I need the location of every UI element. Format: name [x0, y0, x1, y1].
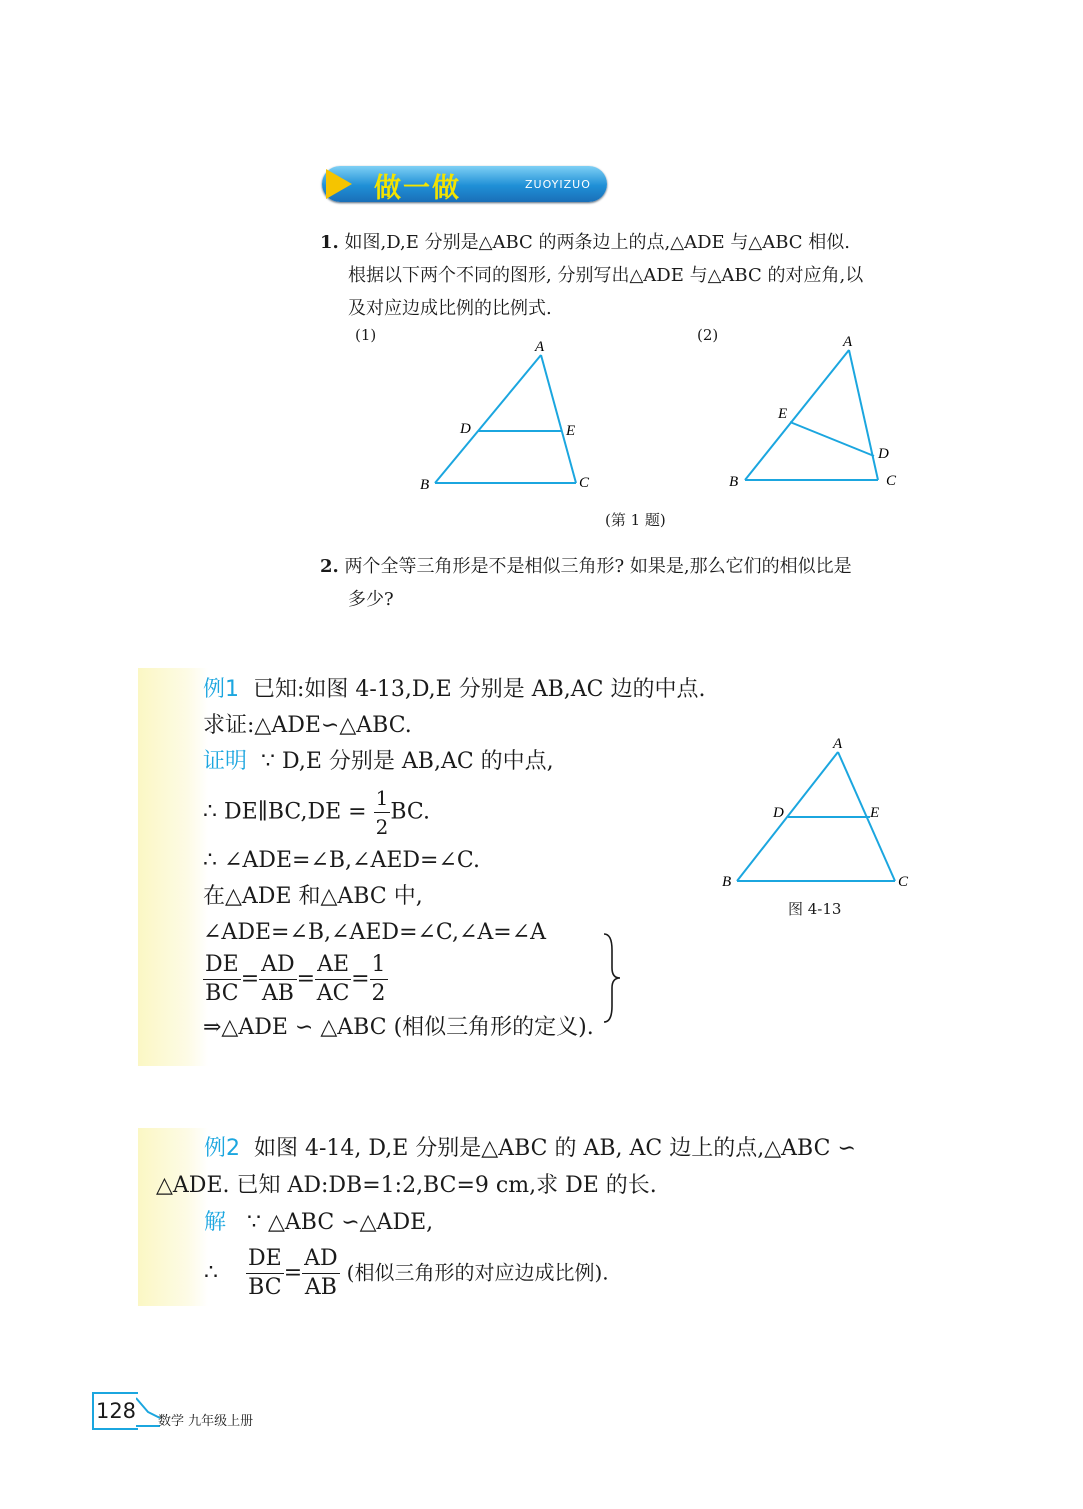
numerator: AD: [259, 951, 297, 980]
right-brace: [596, 930, 626, 1026]
label-d: D: [878, 446, 889, 462]
label-a: A: [535, 339, 545, 355]
label-e: E: [566, 423, 576, 439]
side-ab: [435, 355, 541, 483]
denominator: 2: [371, 981, 386, 1006]
ex2-reason: (相似三角形的对应边成比例).: [346, 1260, 609, 1285]
equals-sign: =: [351, 966, 370, 992]
therefore-symbol: ∴: [204, 1260, 218, 1286]
denominator: AB: [261, 981, 294, 1006]
figure-4-13-caption: 图 4-13: [788, 900, 842, 918]
banner-title: 做一做: [374, 173, 461, 204]
numerator: AD: [302, 1245, 340, 1274]
q1-line2: 根据以下两个不同的图形, 分别写出△ADE 与△ABC 的对应角,以: [348, 265, 864, 286]
numerator: 1: [370, 951, 388, 980]
label-b: B: [420, 477, 430, 493]
example-1-band: [138, 668, 208, 1066]
question-1: [320, 226, 863, 325]
ex1-line3: ∴ ∠ADE=∠B,∠AED=∠C.: [203, 848, 480, 873]
denominator: AB: [304, 1275, 337, 1300]
fraction-de-bc: [246, 1245, 284, 1302]
side-ac: [849, 350, 878, 480]
example-tag: 例1: [203, 677, 239, 702]
book-title: 数学 九年级上册: [158, 1414, 254, 1429]
numerator: DE: [246, 1245, 284, 1274]
denominator: AC: [316, 981, 350, 1006]
numerator: AE: [315, 951, 351, 980]
fraction-ad-ab: [302, 1245, 340, 1302]
label-c: C: [886, 473, 897, 489]
segment-ed: [790, 422, 874, 456]
figure-2-label: (2): [697, 326, 719, 344]
equals-sign: =: [283, 1260, 303, 1286]
ex1-line1: ∵ D,E 分别是 AB,AC 的中点,: [261, 749, 554, 774]
section-banner: [322, 166, 607, 202]
example-1: [203, 672, 705, 1046]
ex2-line1: 如图 4-14, D,E 分别是△ABC 的 AB, AC 边上的点,△ABC ∽: [254, 1136, 856, 1161]
ex2-line2: △ADE. 已知 AD:DB=1:2,BC=9 cm,求 DE 的长.: [156, 1173, 657, 1198]
play-arrow-icon: [326, 169, 352, 199]
label-e: E: [870, 805, 880, 821]
fraction-de-bc: [203, 951, 241, 1008]
example-tag: 例2: [204, 1136, 240, 1161]
fraction-ad-ab: [259, 951, 297, 1008]
q1-line3: 及对应边成比例的比例式.: [348, 298, 552, 319]
ex1-given: 已知:如图 4-13,D,E 分别是 AB,AC 边的中点.: [253, 677, 706, 702]
label-d: D: [773, 805, 784, 821]
question-number: 2.: [320, 556, 339, 577]
fraction-half: [370, 951, 388, 1008]
ex2-line3: ∵ △ABC ∽△ADE,: [247, 1210, 434, 1235]
proof-tag: 证明: [203, 749, 248, 774]
banner-subtitle: ZUOYIZUO: [525, 178, 591, 191]
ex1-line5: ∠ADE=∠B,∠AED=∠C,∠A=∠A: [203, 920, 547, 945]
label-a: A: [843, 334, 853, 350]
triangle-figure-1: [410, 335, 610, 500]
ex1-prove: 求证:△ADE∽△ABC.: [203, 713, 412, 738]
label-a: A: [833, 736, 843, 752]
fraction-half: [374, 784, 391, 841]
ex1-line2-left: ∴ DE∥BC,DE =: [203, 799, 367, 825]
denominator: BC: [205, 981, 239, 1006]
question-number: 1.: [320, 232, 339, 253]
denominator: 2: [375, 815, 389, 839]
label-e: E: [778, 406, 788, 422]
triangle-figure-2: [720, 330, 920, 495]
equals-sign: =: [240, 966, 260, 992]
denominator: BC: [248, 1275, 282, 1300]
question-2: [320, 550, 852, 616]
figure-1-label: (1): [355, 326, 377, 344]
figure-caption: (第 1 题): [605, 511, 666, 529]
equals-sign: =: [296, 966, 316, 992]
label-c: C: [898, 874, 909, 890]
ex1-line4: 在△ADE 和△ABC 中,: [203, 884, 423, 909]
figure-4-13: [715, 730, 915, 895]
label-c: C: [579, 475, 590, 491]
label-b: B: [722, 874, 732, 890]
solution-tag: 解: [204, 1210, 227, 1235]
label-b: B: [729, 474, 739, 490]
numerator: DE: [203, 951, 241, 980]
label-d: D: [460, 421, 471, 437]
example-2: [156, 1130, 856, 1302]
numerator: 1: [374, 784, 391, 813]
page-number: 128: [92, 1392, 138, 1430]
ex1-line2-right: BC.: [390, 799, 430, 825]
ex1-ratio-line: [203, 951, 705, 1008]
q1-line1: 如图,D,E 分别是△ABC 的两条边上的点,△ADE 与△ABC 相似.: [344, 232, 850, 253]
ex1-conclusion: ⇒△ADE ∽ △ABC (相似三角形的定义).: [203, 1015, 594, 1040]
side-ab: [745, 350, 849, 480]
q2-line2: 多少?: [348, 589, 394, 610]
fraction-ae-ac: [315, 951, 351, 1008]
side-ac: [541, 355, 576, 483]
q2-line1: 两个全等三角形是不是相似三角形? 如果是,那么它们的相似比是: [344, 556, 852, 577]
